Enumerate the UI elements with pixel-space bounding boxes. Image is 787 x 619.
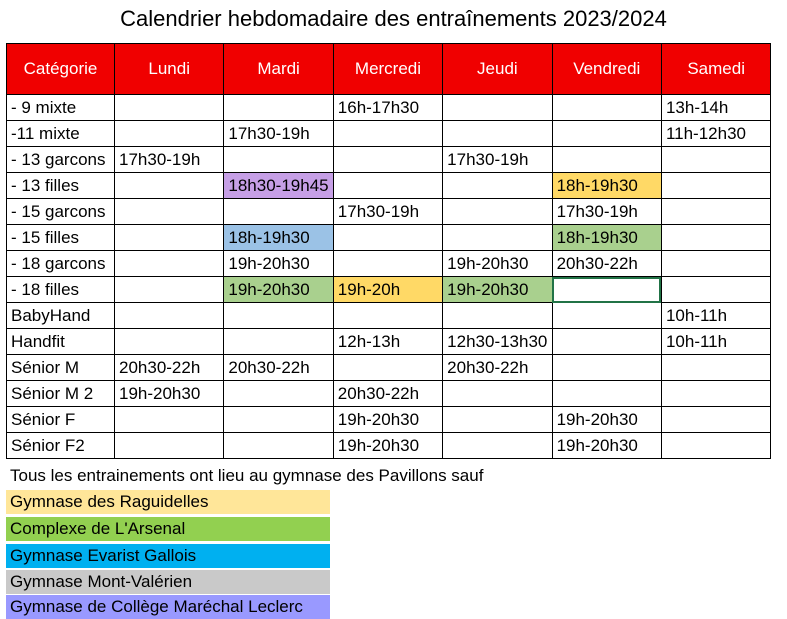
table-row [7,225,771,251]
schedule-cell[interactable] [115,277,224,303]
schedule-cell[interactable] [443,433,552,459]
schedule-cell[interactable] [224,329,333,355]
schedule-cell[interactable]: 19h-20h30 [224,251,333,277]
schedule-cell[interactable] [443,407,552,433]
schedule-cell[interactable] [661,407,770,433]
table-row [7,121,771,147]
table-row [7,251,771,277]
schedule-cell[interactable] [115,225,224,251]
schedule-cell[interactable] [224,303,333,329]
category-cell[interactable]: Sénior M [7,355,115,381]
table-row [7,355,771,381]
schedule-cell[interactable]: 19h-20h30 [552,433,661,459]
schedule-cell[interactable] [333,225,442,251]
schedule-cell[interactable] [224,199,333,225]
schedule-cell[interactable] [443,173,552,199]
column-header[interactable]: Vendredi [552,44,661,95]
schedule-cell[interactable] [552,355,661,381]
legend-item-arsenal: Complexe de L'Arsenal [6,517,330,541]
category-cell[interactable]: - 9 mixte [7,95,115,121]
schedule-cell[interactable]: 12h30-13h30 [443,329,552,355]
legend-item-gallois: Gymnase Evarist Gallois [6,544,330,568]
schedule-cell[interactable]: 19h-20h [333,277,442,303]
category-cell[interactable]: Sénior M 2 [7,381,115,407]
schedule-cell[interactable] [443,303,552,329]
schedule-cell[interactable] [115,251,224,277]
schedule-cell[interactable] [333,147,442,173]
schedule-cell[interactable]: 18h-19h30 [552,225,661,251]
schedule-cell[interactable] [115,407,224,433]
schedule-cell[interactable]: 19h-20h30 [333,407,442,433]
schedule-cell[interactable] [224,381,333,407]
table-row [7,173,771,199]
schedule-cell[interactable]: 17h30-19h [115,147,224,173]
schedule-cell[interactable]: 10h-11h [661,303,770,329]
schedule-cell[interactable] [552,329,661,355]
schedule-cell[interactable]: 19h-20h30 [443,277,552,303]
schedule-cell[interactable]: 18h30-19h45 [224,173,333,199]
column-header[interactable]: Jeudi [443,44,552,95]
schedule-cell[interactable] [224,147,333,173]
schedule-cell[interactable] [661,225,770,251]
schedule-cell[interactable] [333,303,442,329]
schedule-cell[interactable]: 17h30-19h [224,121,333,147]
page-title: Calendrier hebdomadaire des entraînements 2023/2024 [120,6,667,31]
category-cell[interactable]: Sénior F [7,407,115,433]
schedule-cell[interactable]: 20h30-22h [443,355,552,381]
schedule-cell[interactable]: 11h-12h30 [661,121,770,147]
schedule-cell[interactable]: 19h-20h30 [443,251,552,277]
schedule-cell[interactable] [115,121,224,147]
category-cell[interactable]: BabyHand [7,303,115,329]
schedule-cell[interactable] [115,303,224,329]
schedule-cell[interactable] [333,251,442,277]
schedule-cell[interactable]: 17h30-19h [552,199,661,225]
category-cell[interactable]: - 15 filles [7,225,115,251]
table-row [7,199,771,225]
schedule-cell[interactable]: 16h-17h30 [333,95,442,121]
schedule-cell[interactable] [661,147,770,173]
table-row [7,381,771,407]
column-header[interactable]: Catégorie [7,44,115,95]
table-row [7,329,771,355]
schedule-cell[interactable] [115,329,224,355]
category-cell[interactable]: - 18 garcons [7,251,115,277]
schedule-cell[interactable] [661,277,770,303]
schedule-cell[interactable]: 18h-19h30 [552,173,661,199]
schedule-cell[interactable]: 19h-20h30 [115,381,224,407]
schedule-cell[interactable] [661,355,770,381]
schedule-cell[interactable] [224,433,333,459]
schedule-cell[interactable] [552,303,661,329]
column-header[interactable]: Mardi [224,44,333,95]
category-cell[interactable]: Handfit [7,329,115,355]
category-cell[interactable]: - 13 garcons [7,147,115,173]
schedule-cell[interactable] [115,173,224,199]
table-row [7,95,771,121]
column-header[interactable]: Samedi [661,44,770,95]
table-row [7,303,771,329]
schedule-cell[interactable] [552,95,661,121]
schedule-table [6,43,771,459]
header-row [7,44,771,95]
legend-item-raguidelles: Gymnase des Raguidelles [6,490,330,514]
category-cell[interactable]: Sénior F2 [7,433,115,459]
table-row [7,407,771,433]
column-header[interactable]: Mercredi [333,44,442,95]
category-cell[interactable]: - 18 filles [7,277,115,303]
column-header[interactable]: Lundi [115,44,224,95]
schedule-cell[interactable] [443,199,552,225]
schedule-cell[interactable]: 18h-19h30 [224,225,333,251]
schedule-cell[interactable] [661,433,770,459]
table-row [7,277,771,303]
schedule-cell[interactable] [115,95,224,121]
legend-intro: Tous les entrainements ont lieu au gymnase des Pavillons sauf [10,466,484,485]
table-row [7,147,771,173]
schedule-cell[interactable] [224,407,333,433]
schedule-cell[interactable]: 12h-13h [333,329,442,355]
schedule-cell[interactable] [333,121,442,147]
schedule-cell[interactable] [224,95,333,121]
schedule-cell[interactable]: 20h30-22h [552,251,661,277]
schedule-cell[interactable]: 17h30-19h [333,199,442,225]
legend-item-mont-valerien: Gymnase Mont-Valérien [6,570,330,594]
schedule-cell[interactable] [443,121,552,147]
legend-item-leclerc: Gymnase de Collège Maréchal Leclerc [6,595,330,619]
schedule-cell[interactable] [552,381,661,407]
schedule-cell[interactable] [552,147,661,173]
schedule-cell[interactable] [443,381,552,407]
schedule-cell[interactable] [443,225,552,251]
schedule-cell[interactable]: 19h-20h30 [333,433,442,459]
schedule-cell[interactable] [661,381,770,407]
schedule-cell[interactable]: 19h-20h30 [224,277,333,303]
schedule-cell[interactable] [661,173,770,199]
schedule-cell[interactable] [333,173,442,199]
schedule-cell[interactable] [552,277,661,303]
schedule-cell[interactable]: 13h-14h [661,95,770,121]
schedule-cell[interactable] [661,199,770,225]
schedule-cell[interactable] [443,95,552,121]
category-cell[interactable]: - 15 garcons [7,199,115,225]
schedule-cell[interactable]: 20h30-22h [115,355,224,381]
schedule-cell[interactable]: 17h30-19h [443,147,552,173]
schedule-cell[interactable]: 19h-20h30 [552,407,661,433]
schedule-cell[interactable] [333,355,442,381]
schedule-cell[interactable]: 20h30-22h [224,355,333,381]
table-row [7,433,771,459]
schedule-cell[interactable] [661,251,770,277]
schedule-cell[interactable] [552,121,661,147]
schedule-cell[interactable]: 10h-11h [661,329,770,355]
schedule-cell[interactable] [115,433,224,459]
schedule-cell[interactable]: 20h30-22h [333,381,442,407]
schedule-cell[interactable] [115,199,224,225]
category-cell[interactable]: - 13 filles [7,173,115,199]
category-cell[interactable]: -11 mixte [7,121,115,147]
